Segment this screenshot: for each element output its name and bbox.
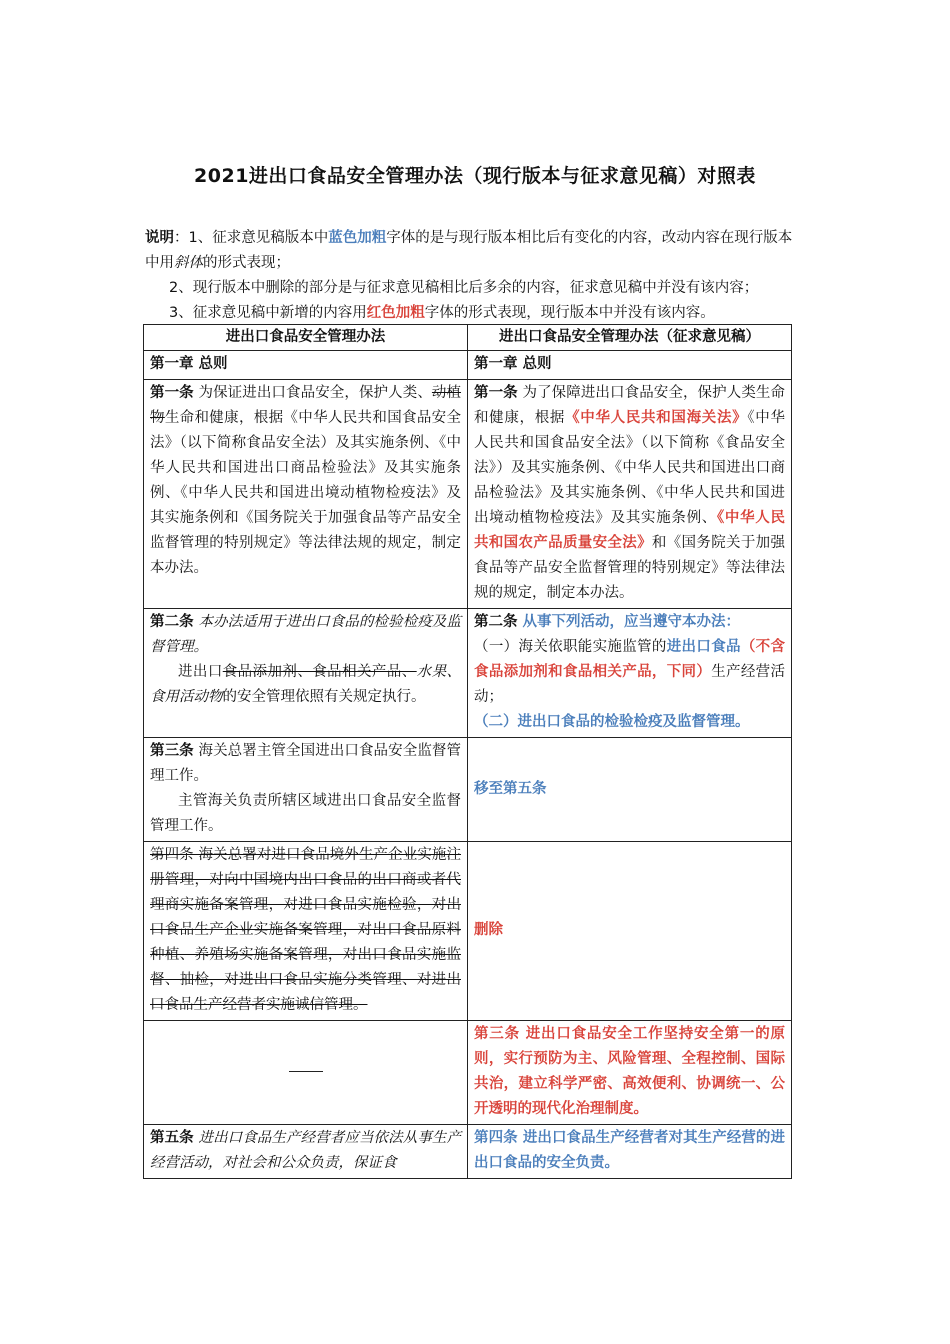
chapter-current: 第一章 总则 [144, 351, 468, 380]
table-row [144, 738, 792, 842]
table-header-row [144, 325, 792, 351]
note-label: 说明 [145, 230, 174, 246]
article-3-current: 第三条 海关总署主管全国进出口食品安全监督管理工作。 主管海关负责所辖区域进出口食品安全监督管理工作。 [144, 738, 468, 842]
article-4-draft: 删除 [468, 842, 792, 1021]
table-row [144, 1125, 792, 1179]
article-4-current: 第四条 海关总署对进口食品境外生产企业实施注册管理，对向中国境内出口食品的出口商或者代理商实施备案管理，对进口食品实施检验，对出口食品生产企业实施备案管理，对出口食品原料种植、养殖场实施备案管理，对出口食品实施监督、抽检，对进出口食品实施分类管理、对进出口食品生产经营者实施诚信管理。 [144, 842, 468, 1021]
header-current: 进出口食品安全管理办法 [144, 325, 468, 351]
header-draft: 进出口食品安全管理办法（征求意见稿） [468, 325, 792, 351]
table-row [144, 1021, 792, 1125]
article-2-current: 第二条 本办法适用于进出口食品的检验检疫及监督管理。 进出口食品添加剂、食品相关产品、水果、食用活动物的安全管理依照有关规定执行。 [144, 609, 468, 738]
note-3: 3、征求意见稿中新增的内容用红色加粗字体的形式表现，现行版本中并没有该内容。 [169, 305, 715, 321]
article-new-current-empty [144, 1021, 468, 1125]
table-row [144, 609, 792, 738]
chapter-draft: 第一章 总则 [468, 351, 792, 380]
table-row [144, 380, 792, 609]
page-title: 2021进出口食品安全管理办法（现行版本与征求意见稿）对照表 [194, 165, 756, 187]
note-1: 说明：1、征求意见稿版本中蓝色加粗字体的是与现行版本相比后有变化的内容，改动内容在现行版本中用斜体的形式表现； [145, 230, 793, 271]
article-4-new-draft: 第四条 进出口食品生产经营者对其生产经营的进出口食品的安全负责。 [468, 1125, 792, 1179]
article-2-draft: 第二条 从事下列活动，应当遵守本办法： （一）海关依职能实施监管的进出口食品（不含食品添加剂和食品相关产品，下同）生产经营活动； （二）进出口食品的检验检疫及监督管理。 [468, 609, 792, 738]
article-5-current: 第五条 进出口食品生产经营者应当依法从事生产经营活动，对社会和公众负责，保证食 [144, 1125, 468, 1179]
comparison-table [143, 324, 792, 1179]
table-row [144, 351, 792, 380]
article-3-draft: 移至第五条 [468, 738, 792, 842]
article-new-draft: 第三条 进出口食品安全工作坚持安全第一的原则，实行预防为主、风险管理、全程控制、国际共治，建立科学严密、高效便利、协调统一、公开透明的现代化治理制度。 [468, 1021, 792, 1125]
article-1-current: 第一条 为保证进出口食品安全，保护人类、动植物生命和健康，根据《中华人民共和国食品安全法》（以下简称食品安全法）及其实施条例、《中华人民共和国进出口商品检验法》及其实施条例、《中华人民共和国进出境动植物检疫法》及其实施条例和《国务院关于加强食品等产品安全监督管理的特别规定》等法律法规的规定，制定本办法。 [144, 380, 468, 609]
empty-dash [289, 1071, 323, 1072]
article-1-draft: 第一条 为了保障进出口食品安全，保护人类生命和健康，根据《中华人民共和国海关法》《中华人民共和国食品安全法》（以下简称《食品安全法》）及其实施条例、《中华人民共和国进出口商品检验法》及其实施条例、《中华人民共和国进出境动植物检疫法》及其实施条例、《中华人民共和国农产品质量安全法》和《国务院关于加强食品等产品安全监督管理的特别规定》等法律法规的规定，制定本办法。 [468, 380, 792, 609]
table-row [144, 842, 792, 1021]
notes [145, 226, 795, 326]
note-2: 2、现行版本中删除的部分是与征求意见稿相比后多余的内容，征求意见稿中并没有该内容； [169, 280, 759, 296]
